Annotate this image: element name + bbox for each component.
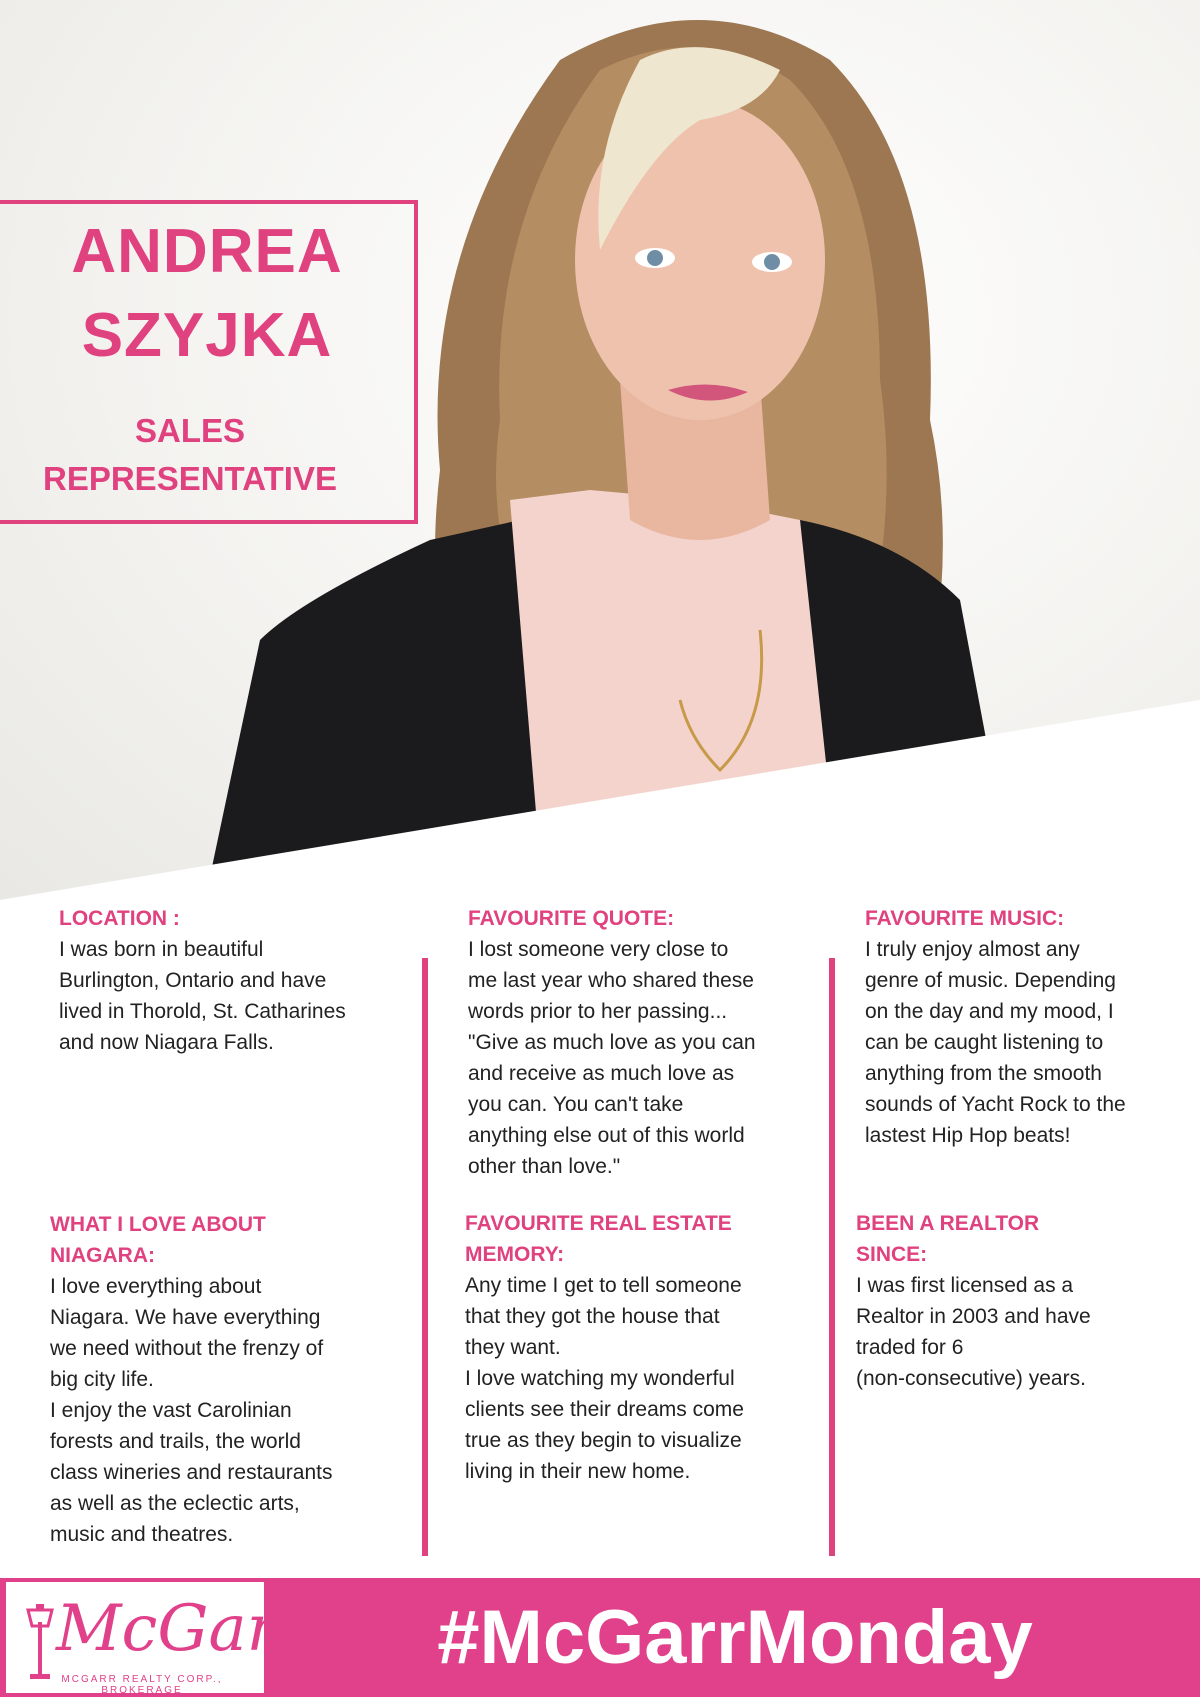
- job-title-line2: REPRESENTATIVE: [43, 460, 337, 497]
- footer-banner: [0, 1578, 1200, 1697]
- mcgarr-logo: [6, 1582, 308, 1696]
- favourite-music-heading: FAVOURITE MUSIC:: [865, 907, 1065, 930]
- name-box: [0, 200, 418, 524]
- location-text: I was born in beautiful Burlington, Ontario and have lived in Thorold, St. Catharines and now Niagara Falls.: [59, 938, 346, 1054]
- location-heading: LOCATION :: [59, 907, 180, 930]
- love-niagara-heading: WHAT I LOVE ABOUT NIAGARA:: [50, 1213, 266, 1267]
- logo-subtext: MCGARR REALTY CORP., BROKERAGE: [61, 1674, 223, 1696]
- love-niagara-text: I love everything about Niagara. We have everything we need without the frenzy of big city life. I enjoy the vast Carolinian forests and trails, the world class wineries and restaurants as well as the eclectic arts, music and theatres.: [50, 1275, 333, 1546]
- favourite-quote-heading: FAVOURITE QUOTE:: [468, 907, 675, 930]
- realtor-since-text: I was first licensed as a Realtor in 2003 and have traded for 6 (non-consecutive) years.: [856, 1274, 1091, 1390]
- last-name: SZYJKA: [81, 301, 333, 370]
- first-name: ANDREA: [71, 217, 343, 286]
- favourite-quote-text: I lost someone very close to me last year who shared these words prior to her passing... "Give as much love as you can and receive as much love as you can. You can't take anything else out of this world other than love.": [468, 938, 756, 1178]
- realtor-since-heading: BEEN A REALTOR SINCE:: [856, 1212, 1040, 1266]
- column-divider-right: [829, 958, 835, 1556]
- hashtag-title: #McGarrMonday: [437, 1595, 1033, 1680]
- favourite-music-text: I truly enjoy almost any genre of music. Depending on the day and my mood, I can be caught listening to anything from the smooth sounds of Yacht Rock to the lastest Hip Hop beats!: [865, 938, 1126, 1147]
- job-title-line1: SALES: [134, 412, 246, 449]
- real-estate-memory-text: Any time I get to tell someone that they got the house that they want. I love watching my wonderful clients see their dreams come true as they begin to visualize living in their new home.: [465, 1274, 744, 1483]
- column-divider-left: [422, 958, 428, 1556]
- logo-wordmark: McGarr: [56, 1592, 308, 1666]
- real-estate-memory-heading: FAVOURITE REAL ESTATE MEMORY:: [465, 1212, 732, 1266]
- lamp-post-icon: [20, 1602, 60, 1682]
